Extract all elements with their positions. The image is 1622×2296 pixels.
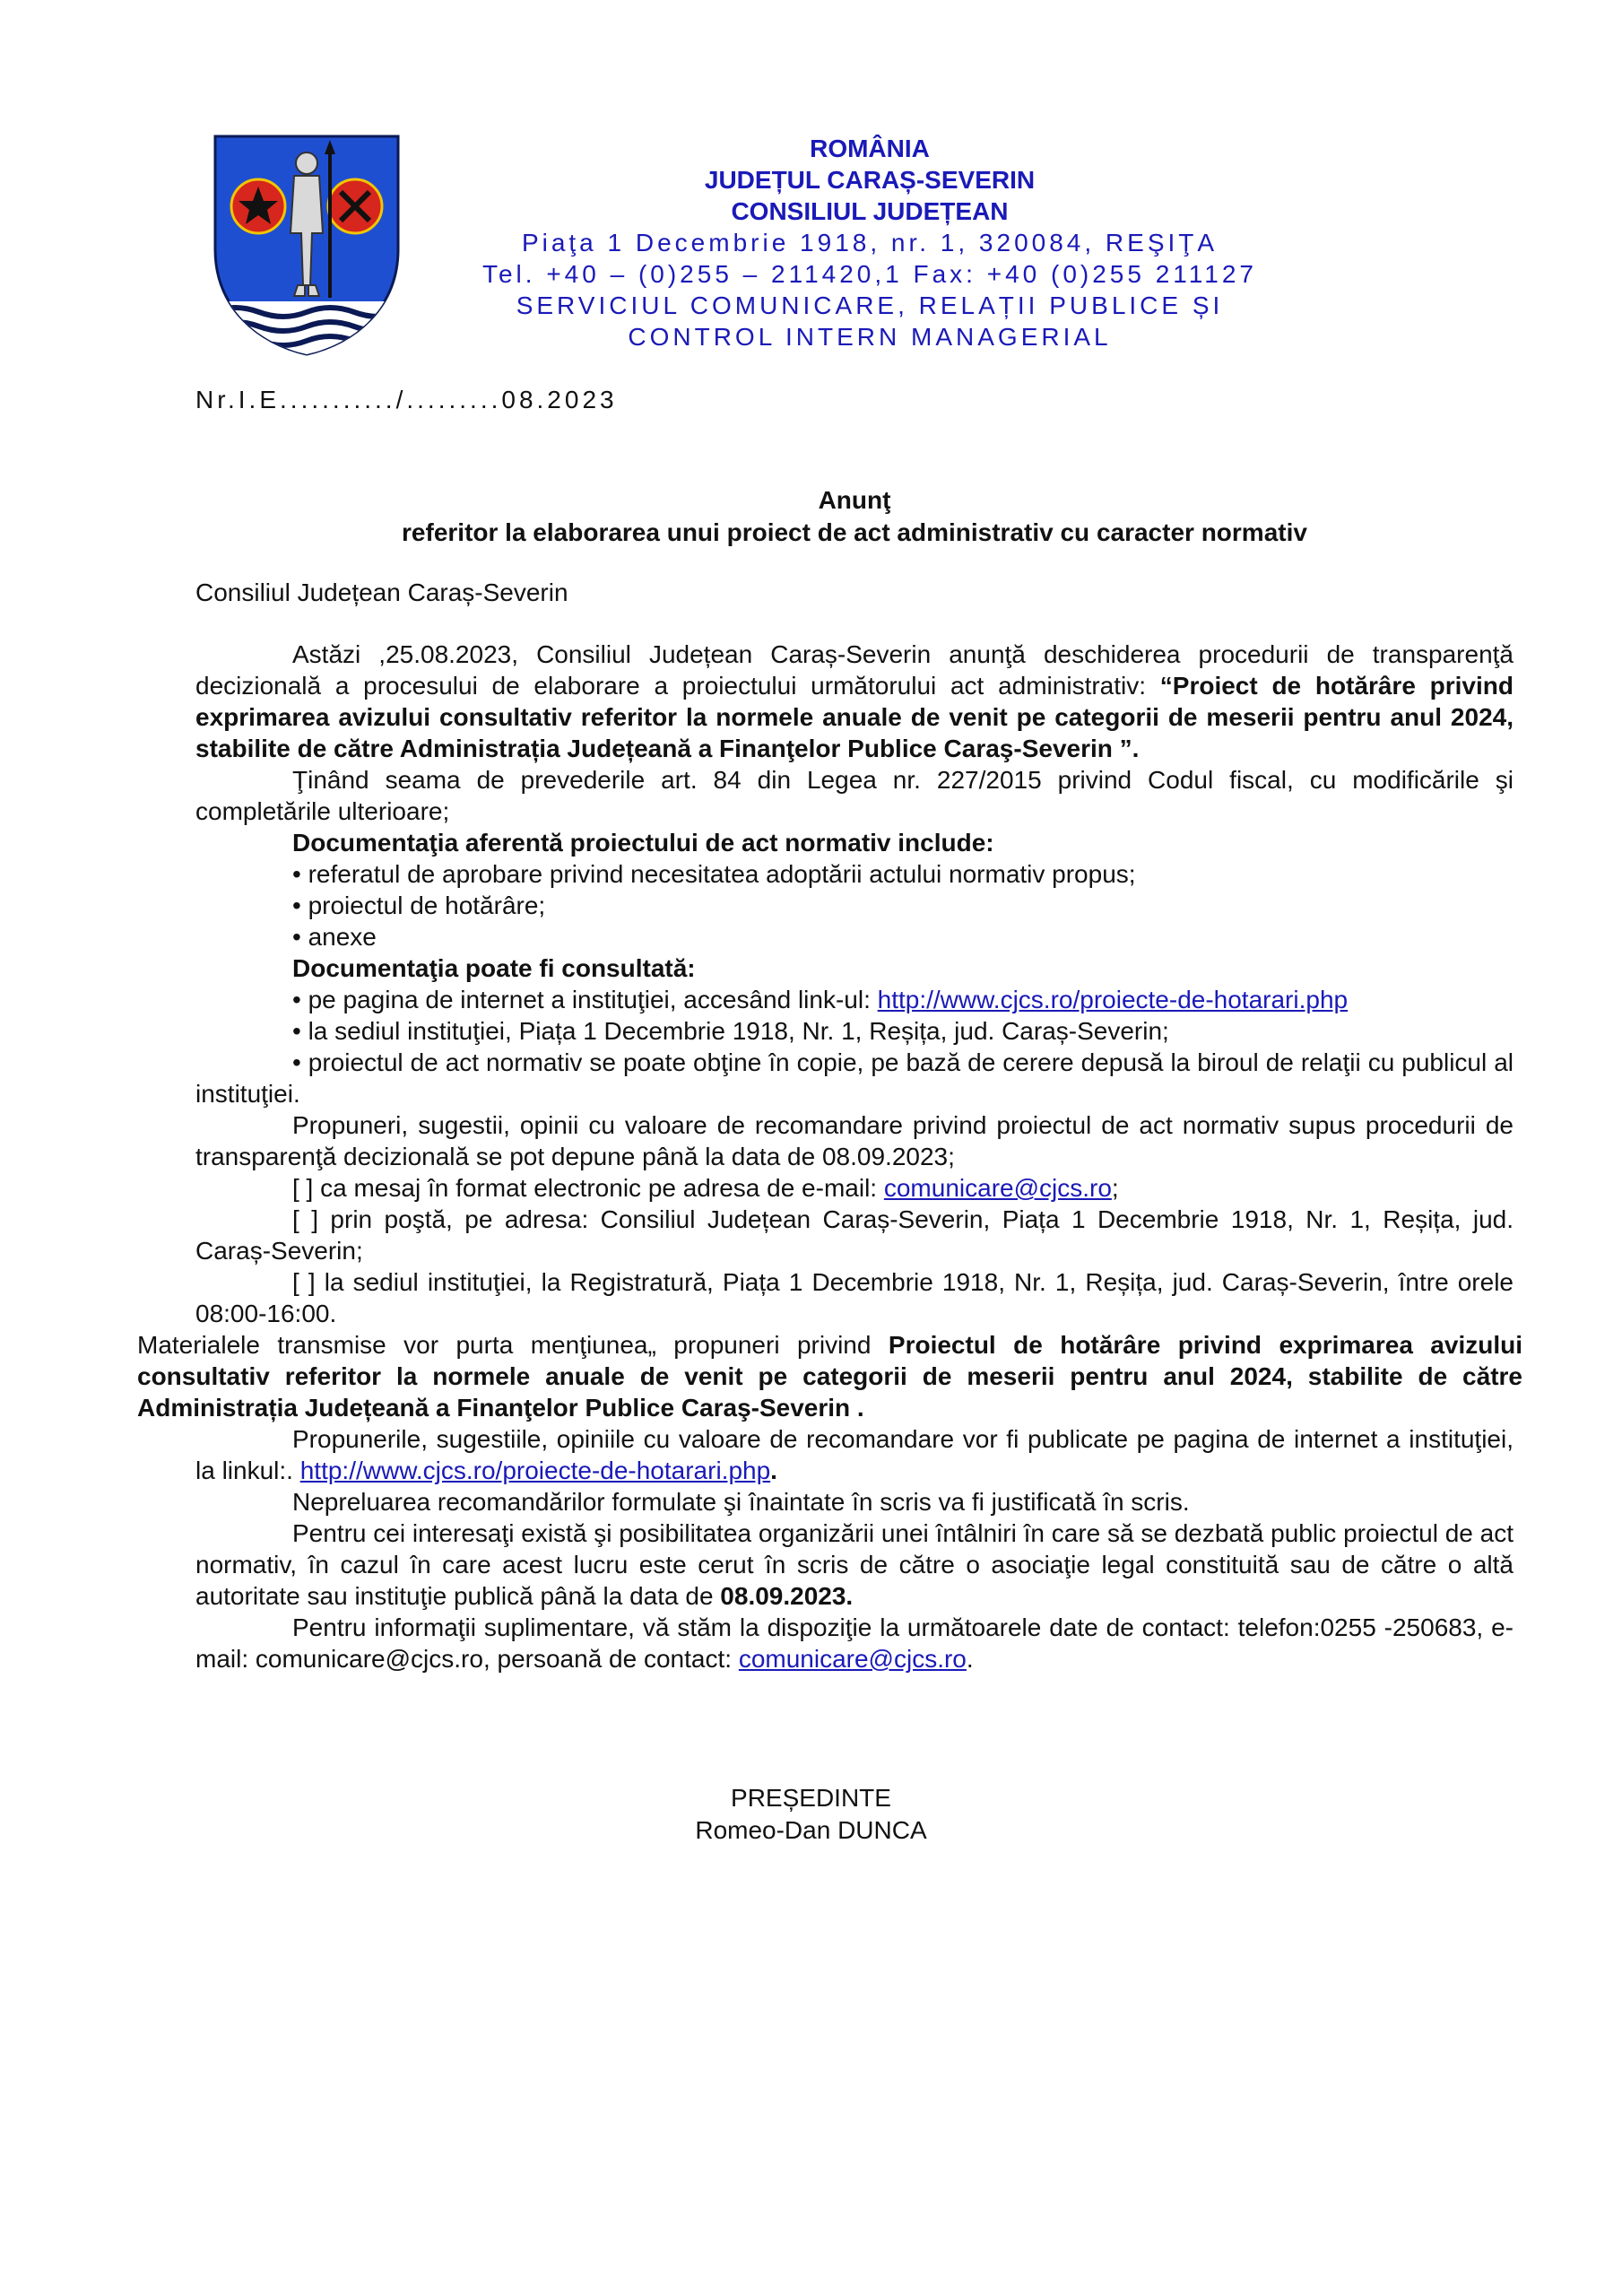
department-line-2: CONTROL INTERN MANAGERIAL [628, 323, 1112, 351]
letterhead [377, 133, 1363, 352]
council-name: CONSILIUL JUDEȚEAN [731, 197, 1009, 225]
county-name: JUDEȚUL CARAȘ-SEVERIN [704, 166, 1036, 194]
meeting-text: Pentru cei interesaţi există şi posibilitatea organizării unei întâlniri în care să se dezbată public proiectul de act normativ, în cazul în care acest lucru este cerut în scris de către o asociaţie legal constituită sau de către o altă autoritate sau instituţie publică până la data de [195, 1519, 1514, 1610]
paragraph-materials [137, 1329, 1522, 1423]
signatory-role: PREȘEDINTE [731, 1784, 891, 1812]
materials-project-title: Proiectul de hotărâre privind exprimarea avizului consultativ referitor la normele anuale de venit pe categorii de meserii pentru anul 2024, stabilite de către Administrația Județeană a Finanţelor Publice Caraş-Severin . [137, 1331, 1523, 1422]
contact-text: Pentru informaţii suplimentare, vă stăm la dispoziţie la următoarele date de contact: telefon:0255 -250683, e-mail: comunicare@cjcs.ro, persoană de contact: [195, 1613, 1514, 1673]
phone-fax-line: Tel. +40 – (0)255 – 211420,1 Fax: +40 (0)255 211127 [481, 260, 1258, 288]
email-option-text: [ ] ca mesaj în format electronic pe adresa de e-mail: [292, 1174, 884, 1202]
documentation-item: • referatul de aprobare privind necesitatea adoptării actului normativ propus; [292, 860, 1136, 888]
intro-text: Astăzi ,25.08.2023, Consiliul Județean Caraș-Severin anunţă deschiderea procedurii de transparenţă decizională a procesului de elaborare a proiectului următorului act administrativ: [195, 640, 1514, 700]
document-title [195, 484, 1514, 549]
publication-text: Propunerile, sugestiile, opiniile cu valoare de recomandare vor fi publicate pe pagina de internet a instituţiei, la linkul:. [195, 1425, 1514, 1484]
projects-link[interactable]: http://www.cjcs.ro/proiecte-de-hotarari.php [877, 986, 1349, 1013]
documentation-item: • anexe [292, 923, 377, 951]
paragraph-proposals: Propuneri, sugestii, opinii cu valoare de recomandare privind proiectul de act normativ supus procedurii de transparenţă decizională se pot depune până la data de 08.09.2023; [195, 1111, 1514, 1170]
addressee: Consiliul Județean Caraș-Severin [195, 578, 568, 606]
paragraph-contact [195, 1612, 1514, 1674]
paragraph-nonacceptance: Nepreluarea recomandărilor formulate şi înaintate în scris va fi justificată în scris. [292, 1488, 1190, 1516]
signature-block [0, 1782, 1622, 1847]
paragraph-intro [195, 639, 1514, 764]
submission-option-email [195, 1172, 1514, 1204]
paragraph-legal-basis: Ţinând seama de prevederile art. 84 din Legea nr. 227/2015 privind Codul fiscal, cu modificările şi completările ulterioare; [195, 766, 1514, 825]
title-main: Anunţ [818, 486, 891, 514]
paragraph-publication [195, 1423, 1514, 1486]
meeting-deadline: 08.09.2023. [720, 1582, 854, 1610]
county-coat-of-arms [212, 133, 402, 357]
submission-option-registry: [ ] la sediul instituţiei, la Registratură, Piața 1 Decembrie 1918, Nr. 1, Reșița, jud. Caraș-Severin, între orele 08:00-16:00. [195, 1268, 1514, 1327]
punctuation: . [770, 1457, 777, 1484]
title-subtitle: referitor la elaborarea unui proiect de act administrativ cu caracter normativ [402, 518, 1307, 546]
address-line: Piaţa 1 Decembrie 1918, nr. 1, 320084, REŞIŢA [521, 229, 1219, 257]
punctuation: ; [1111, 1174, 1119, 1202]
consultation-item-office: • la sediul instituţiei, Piața 1 Decembrie 1918, Nr. 1, Reșița, jud. Caraș-Severin; [292, 1017, 1169, 1045]
announcement-body [137, 639, 1523, 1674]
contact-email-link[interactable]: comunicare@cjcs.ro [738, 1645, 967, 1673]
intro-project-title: “Proiect de hotărâre privind exprimarea avizului consultativ referitor la normele anuale de venit pe categorii de meserii pentru anul 2024, stabilite de către Administrația Județeană a Finanţelor Publice Caraş-Severin ”. [195, 672, 1514, 762]
documentation-heading: Documentaţia aferentă proiectului de act normativ include: [292, 829, 994, 857]
punctuation: . [966, 1645, 974, 1673]
email-link[interactable]: comunicare@cjcs.ro [883, 1174, 1112, 1202]
submission-option-post: [ ] prin poştă, pe adresa: Consiliul Județean Caraș-Severin, Piața 1 Decembrie 1918, Nr. 1, Reșița, jud. Caraș-Severin; [195, 1205, 1514, 1265]
materials-text: Materialele transmise vor purta menţiunea„ propuneri privind [137, 1331, 889, 1359]
consultation-item-copy: • proiectul de act normativ se poate obţine în copie, pe bază de cerere depusă la biroul de relaţii cu publicul al instituţiei. [195, 1048, 1514, 1108]
consultation-item-web [195, 984, 1514, 1015]
department-line-1: SERVICIUL COMUNICARE, RELAȚII PUBLICE ȘI [516, 291, 1224, 319]
consultation-heading: Documentaţia poate fi consultată: [292, 954, 696, 982]
documentation-item: • proiectul de hotărâre; [292, 891, 546, 919]
publication-link[interactable]: http://www.cjcs.ro/proiecte-de-hotarari.php [299, 1457, 771, 1484]
paragraph-public-meeting [195, 1518, 1514, 1612]
consultation-web-text: • pe pagina de internet a instituţiei, accesând link-ul: [292, 986, 878, 1013]
country-name: ROMÂNIA [810, 135, 930, 162]
signatory-name: Romeo-Dan DUNCA [695, 1816, 927, 1844]
registration-number: Nr.I.E.........../.........08.2023 [195, 386, 618, 413]
